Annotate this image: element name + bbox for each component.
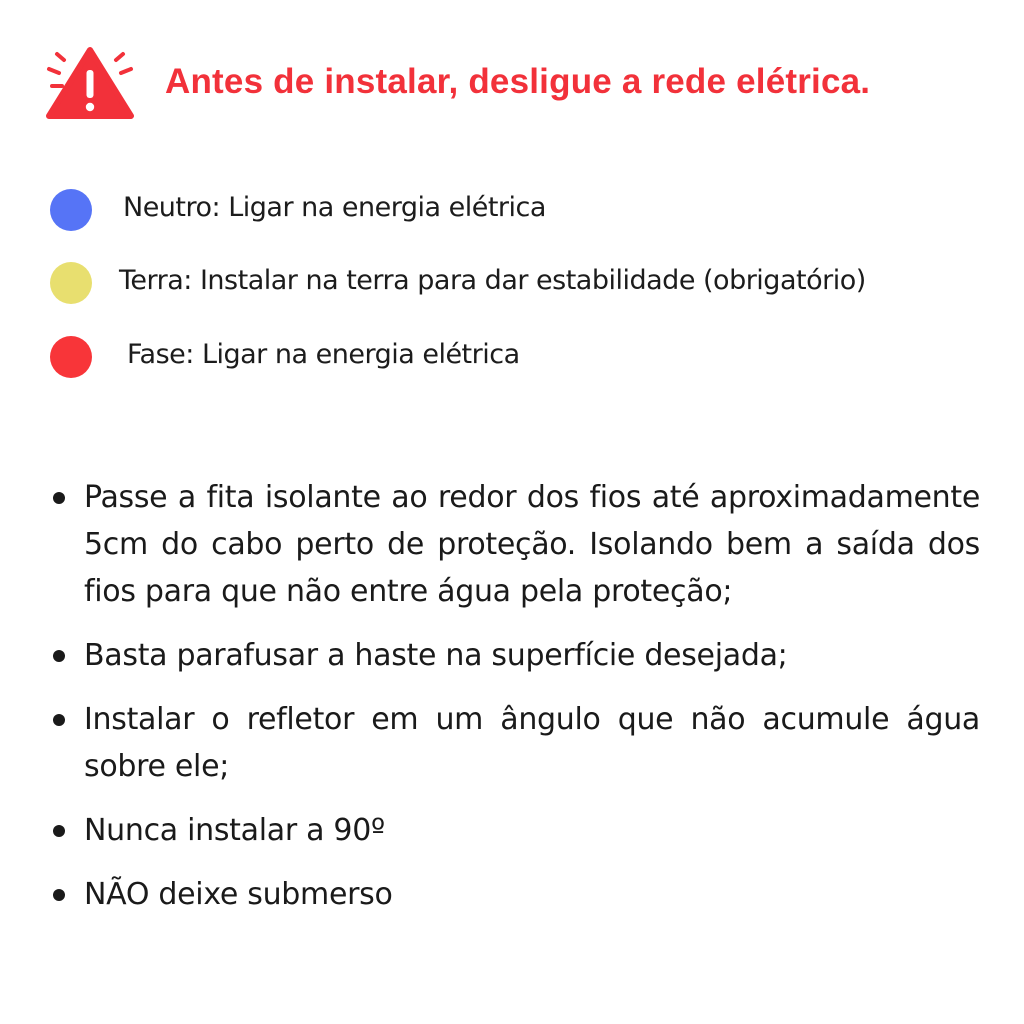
list-item — [50, 871, 980, 918]
bullet-icon — [53, 492, 65, 504]
blue-dot-icon — [50, 189, 92, 231]
bullet-icon — [53, 889, 65, 901]
list-item — [50, 632, 980, 679]
legend-item-fase — [50, 336, 990, 380]
red-dot-icon — [50, 336, 92, 378]
instruction-text: Instalar o refletor em um ângulo que não acumule água sobre ele; — [84, 702, 980, 784]
bullet-icon — [53, 825, 65, 837]
warning-triangle-icon — [44, 46, 136, 122]
legend-text-terra: Terra: Instalar na terra para dar estabilidade (obrigatório) — [119, 265, 866, 296]
instruction-text: Passe a fita isolante ao redor dos fios até aproximadamente 5cm do cabo perto de proteção. Isolando bem a saída dos fios para que não entre água pela proteção; — [84, 480, 980, 609]
list-item — [50, 696, 980, 790]
list-item — [50, 474, 980, 615]
bullet-icon — [53, 650, 65, 662]
instructions-list — [50, 474, 980, 935]
warning-banner — [44, 46, 1004, 122]
legend-item-terra — [50, 262, 990, 306]
yellow-dot-icon — [50, 262, 92, 304]
list-item — [50, 807, 980, 854]
bullet-icon — [53, 714, 65, 726]
instruction-text: NÃO deixe submerso — [84, 877, 393, 912]
legend-text-neutro: Neutro: Ligar na energia elétrica — [123, 192, 546, 223]
legend-text-fase: Fase: Ligar na energia elétrica — [127, 339, 520, 370]
legend-item-neutro — [50, 189, 990, 233]
warning-text: Antes de instalar, desligue a rede elétrica. — [165, 62, 871, 101]
instruction-text: Nunca instalar a 90º — [84, 813, 385, 848]
instruction-text: Basta parafusar a haste na superfície desejada; — [84, 638, 788, 673]
